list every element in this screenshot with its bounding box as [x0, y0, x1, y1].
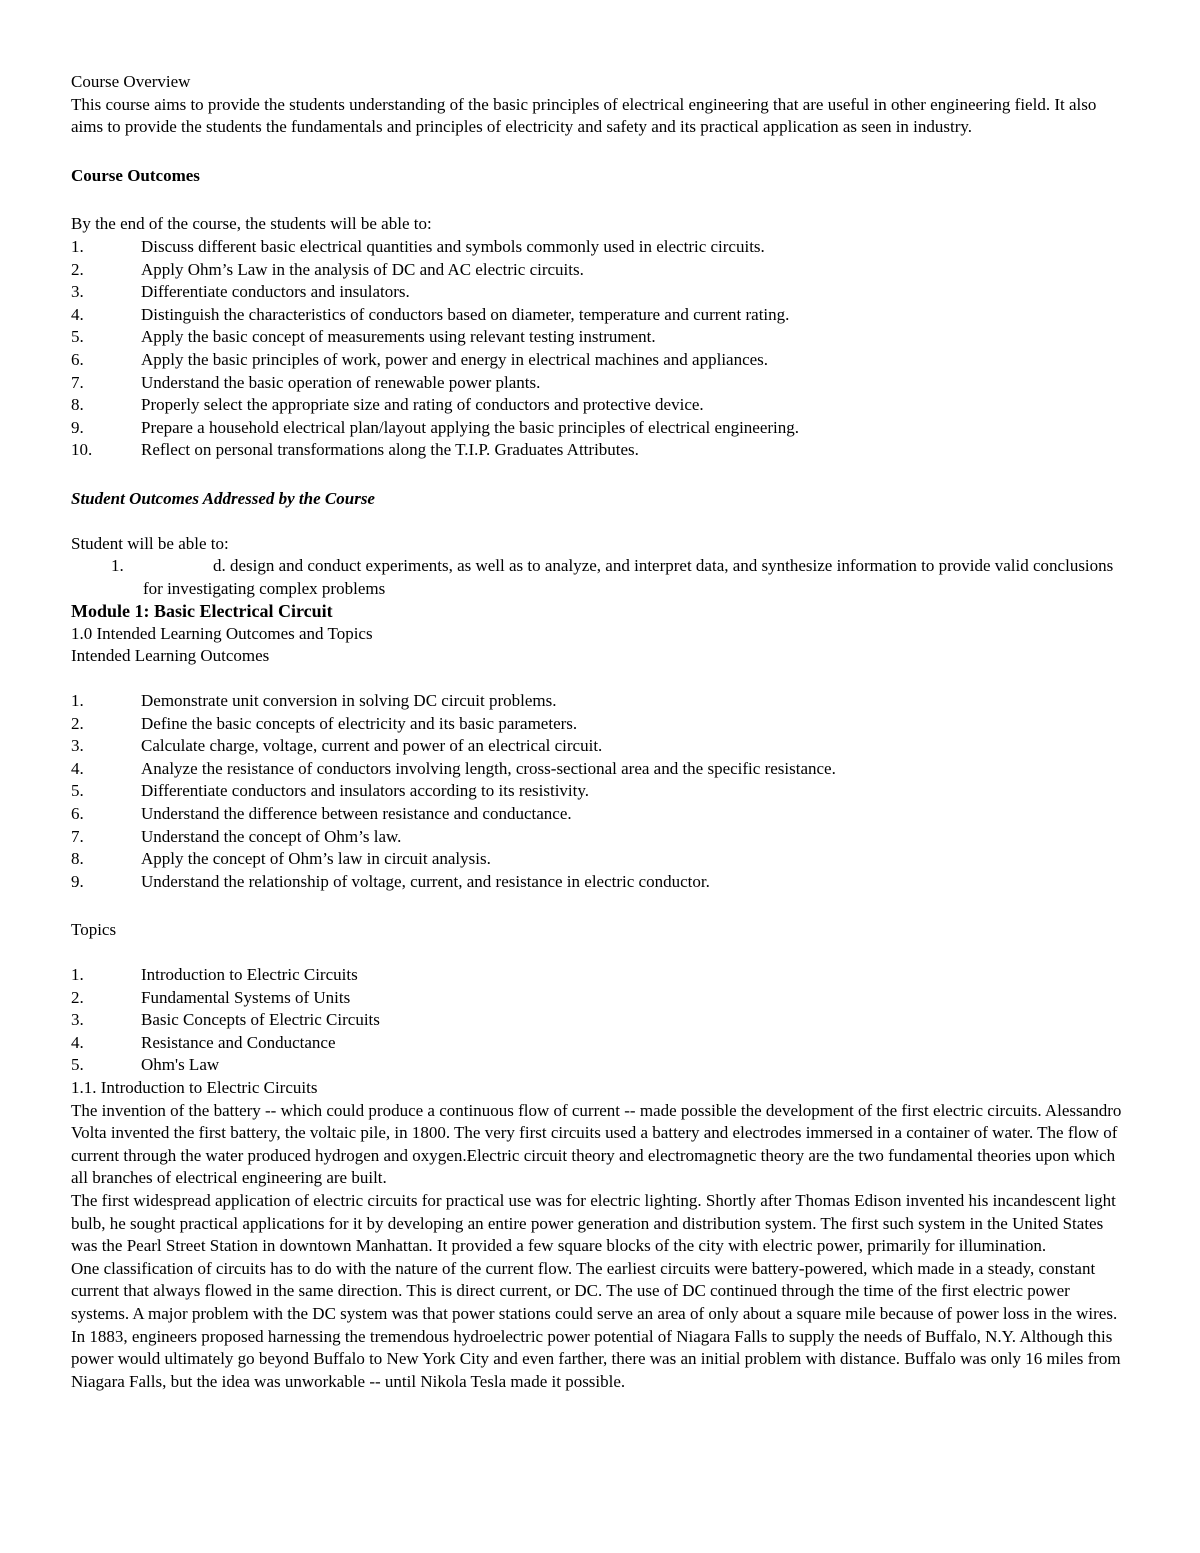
body-paragraph: One classification of circuits has to do with the nature of the current flow. The earliest circuits were battery-powered, which made in a steady, constant current that always flowed in the same direction. This is direct current, or DC. The use of DC continued through the time of the first electric power systems. A major problem with the DC system was that power stations could serve an area of only about a square mile because of power loss in the wires.	[71, 1258, 1118, 1323]
list-item-text: Calculate charge, voltage, current and power of an electrical circuit.	[141, 736, 603, 756]
list-item-text: Basic Concepts of Electric Circuits	[141, 1010, 380, 1030]
list-item-number: 4.	[71, 758, 84, 778]
list-item-number: 5.	[71, 781, 84, 801]
list-item-text: Demonstrate unit conversion in solving DC circuit problems.	[141, 691, 557, 711]
list-item-number: 3.	[71, 282, 84, 302]
list-item-text: Apply the basic principles of work, power and energy in electrical machines and appliances.	[141, 349, 769, 369]
student-outcomes-heading: Student Outcomes Addressed by the Course	[71, 488, 375, 508]
course-outcomes-intro: By the end of the course, the students will be able to:	[71, 214, 432, 234]
list-item-text: Differentiate conductors and insulators according to its resistivity.	[141, 781, 590, 801]
list-item-number: 1.	[71, 691, 84, 711]
list-item-number: 1.	[111, 556, 124, 576]
list-item-number: 2.	[71, 987, 84, 1007]
list-item-text: Properly select the appropriate size and rating of conductors and protective device.	[141, 395, 704, 415]
overview-text: This course aims to provide the students understanding of the basic principles of electrical engineering that are useful in other engineering field. It also aims to provide the students the fundamentals and principles of electricity and safety and its practical application as seen in industry.	[71, 94, 1097, 137]
topics-heading: Topics	[71, 920, 117, 940]
list-item-text: Analyze the resistance of conductors involving length, cross-sectional area and the specific resistance.	[141, 758, 836, 778]
body-paragraph: The invention of the battery -- which could produce a continuous flow of current -- made possible the development of the first electric circuits. Alessandro Volta invented the first battery, the voltaic pile, in 1800. The very first circuits used a battery and electrodes immersed in a container of water. The flow of current through the water produced hydrogen and oxygen.Electric circuit theory and electromagnetic theory are the two fundamental theories upon which all branches of electrical engineering are built.	[71, 1100, 1122, 1188]
list-item	[71, 349, 1131, 372]
list-item	[71, 326, 1131, 349]
ilo-list	[71, 690, 1131, 893]
list-item	[71, 758, 1131, 781]
list-item-number: 2.	[71, 713, 84, 733]
list-item	[71, 417, 1131, 440]
list-item-text: Define the basic concepts of electricity and its basic parameters.	[141, 713, 578, 733]
list-item-number: 3.	[71, 736, 84, 756]
list-item	[71, 304, 1131, 327]
list-item	[71, 803, 1131, 826]
list-item	[71, 439, 1131, 462]
list-item-text: Resistance and Conductance	[141, 1032, 336, 1052]
list-item	[71, 871, 1131, 894]
list-item	[71, 259, 1131, 282]
list-item	[71, 964, 1131, 987]
list-item	[71, 780, 1131, 803]
list-item-number: 6.	[71, 804, 84, 824]
list-item-number: 4.	[71, 1032, 84, 1052]
section-heading: 1.1. Introduction to Electric Circuits	[71, 1077, 318, 1097]
list-item-number: 1.	[71, 965, 84, 984]
list-item-number: 2.	[71, 259, 84, 279]
body-paragraph: The first widespread application of electric circuits for practical use was for electric lighting. Shortly after Thomas Edison invented his incandescent light bulb, he sought practical applications for it by developing an entire power generation and distribution system. The first such system in the United States was the Pearl Street Station in downtown Manhattan. It provided a few square blocks of the city with electric power, primarily for illumination.	[71, 1190, 1116, 1256]
list-item	[71, 690, 1131, 713]
list-item	[71, 1032, 1131, 1055]
list-item	[71, 713, 1131, 736]
list-item-text: Fundamental Systems of Units	[141, 987, 351, 1007]
list-item-number: 6.	[71, 349, 84, 369]
student-outcomes-intro: Student will be able to:	[71, 533, 229, 553]
document-page	[71, 71, 1131, 1393]
list-item-text: Understand the difference between resistance and conductance.	[141, 804, 572, 824]
list-item-text: Introduction to Electric Circuits	[141, 965, 358, 984]
list-item-text: Apply the basic concept of measurements using relevant testing instrument.	[141, 327, 656, 347]
list-item-text: Understand the basic operation of renewable power plants.	[141, 372, 541, 392]
list-item	[71, 987, 1131, 1010]
list-item	[71, 735, 1131, 758]
module-subtitle: 1.0 Intended Learning Outcomes and Topics	[71, 623, 373, 643]
list-item-number: 9.	[71, 417, 84, 437]
list-item-number: 7.	[71, 372, 84, 392]
list-item	[71, 848, 1131, 871]
list-item-text: Prepare a household electrical plan/layout applying the basic principles of electrical engineering.	[141, 417, 800, 437]
list-item	[71, 1009, 1131, 1032]
list-item-number: 5.	[71, 327, 84, 347]
list-item	[71, 372, 1131, 395]
list-item-text: Understand the relationship of voltage, current, and resistance in electric conductor.	[141, 871, 710, 891]
list-item-number: 5.	[71, 1055, 84, 1075]
student-outcome-item	[71, 555, 1131, 600]
course-outcomes-heading: Course Outcomes	[71, 165, 200, 185]
list-item	[71, 281, 1131, 304]
list-item-text: Discuss different basic electrical quantities and symbols commonly used in electric circuits.	[141, 236, 765, 256]
list-item-text: Reflect on personal transformations along the T.I.P. Graduates Attributes.	[141, 440, 639, 460]
list-item-number: 9.	[71, 871, 84, 891]
course-outcomes-list	[71, 236, 1131, 462]
body-paragraph: In 1883, engineers proposed harnessing the tremendous hydroelectric power potential of Niagara Falls to supply the needs of Buffalo, N.Y. Although this power would ultimately go beyond Buffalo to New York City and even farther, there was an initial problem with distance. Buffalo was only 16 miles from Niagara Falls, but the idea was unworkable -- until Nikola Tesla made it possible.	[71, 1326, 1121, 1391]
list-item	[71, 236, 1131, 259]
list-item-text: Differentiate conductors and insulators.	[141, 282, 410, 302]
list-item	[71, 394, 1131, 417]
list-item-number: 7.	[71, 826, 84, 846]
list-item-number: 8.	[71, 849, 84, 869]
list-item	[71, 1054, 1131, 1077]
list-item-number: 8.	[71, 395, 84, 415]
list-item-text: d. design and conduct experiments, as well as to analyze, and interpret data, and synthesize information to provide valid conclusions for investigating complex problems	[143, 556, 1114, 598]
module-title: Module 1: Basic Electrical Circuit	[71, 601, 333, 622]
topics-list	[71, 964, 1131, 1077]
list-item	[71, 826, 1131, 849]
list-item-text: Apply Ohm’s Law in the analysis of DC and AC electric circuits.	[141, 259, 584, 279]
list-item-number: 4.	[71, 304, 84, 324]
ilo-heading: Intended Learning Outcomes	[71, 646, 270, 666]
list-item-text: Apply the concept of Ohm’s law in circuit analysis.	[141, 849, 491, 869]
list-item-number: 10.	[71, 440, 93, 460]
overview-heading: Course Overview	[71, 72, 191, 91]
list-item-number: 1.	[71, 236, 84, 256]
list-item-text: Distinguish the characteristics of conductors based on diameter, temperature and current rating.	[141, 304, 790, 324]
list-item-text: Ohm's Law	[141, 1055, 220, 1075]
list-item-text: Understand the concept of Ohm’s law.	[141, 826, 402, 846]
list-item-number: 3.	[71, 1010, 84, 1030]
